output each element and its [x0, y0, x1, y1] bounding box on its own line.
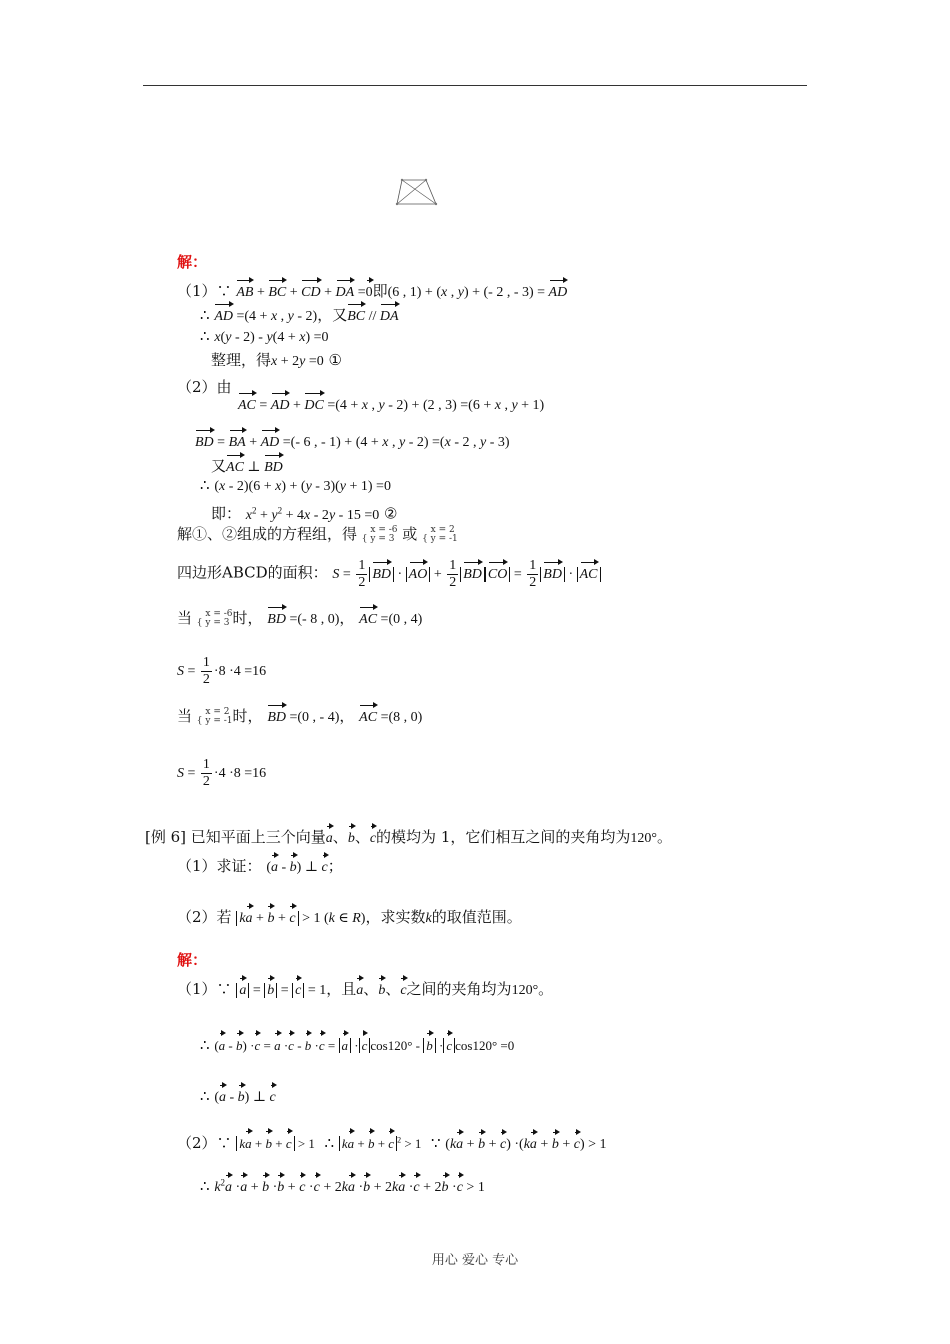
- solution-line-1: （1）∵ AB + BC + CD + DA =0即(6 , 1) + (x , y) + (- 2 , - 3) = AD: [177, 277, 567, 303]
- case1-line: 当 { x = -6 y = 3 时， BD =(- 8 , 0)， AC =(0 , 4): [177, 604, 422, 630]
- ex6-solution-line-5: ∴ $k^2a \cdot a + b \cdot b + c \cdot c + 2ka \cdot b + 2ka \cdot c + 2b \cdot c > 1$: [200, 1172, 485, 1198]
- solution-line-7: BD = BA + AD =(- 6 , - 1) + (4 + x , y - 2) =(x - 2 , y - 3): [195, 427, 510, 453]
- solution-line-8: 又AC ⊥ BD: [211, 452, 283, 478]
- case1-area: S = $\frac{1}{2}$ ·8 ·4 =16: [177, 655, 267, 687]
- ex6-solution-line-4: （2）∵ ka + b + c > 1 ∴ ka + b + c $^2$ > 1 ∵ (ka + b + c) ·(ka + b + c) > 1: [177, 1128, 607, 1155]
- case2-line: 当 { x = 2 y = -1时， BD =(0 , - 4)， AC =(8 , 0): [177, 702, 422, 728]
- solution-line-4: 整理，得x + 2y =0 ①: [211, 351, 342, 369]
- question-1: （1）求证： (a - b) ⊥ c；: [177, 852, 343, 878]
- solution-line-9: ∴ (x - 2)(6 + x) + (y - 3)(y + 1) =0: [200, 476, 391, 494]
- example-6-statement: [例 6] 已知平面上三个向量a、b、c的模均为 1，它们相互之间的夹角均为120°。: [145, 823, 672, 849]
- solution-line-2: ∴ AD =(4 + x , y - 2)，又BC // DA: [200, 301, 399, 327]
- solution-line-11: 解①、②组成的方程组，得 { x = -6 y = 3 或 { x = 2 y = -1: [177, 525, 458, 544]
- ex6-solution-line-2: ∴ (a - b) ·c = a ·c - b ·c = a · c cos120° - b · c cos120° =0: [200, 1030, 514, 1056]
- header-rule: [143, 85, 807, 86]
- solution-line-5: （2）由: [177, 378, 232, 396]
- ex6-solution-line-1: （1）∵ a = b = c = 1，且a、b、c之间的夹角均为120°。: [177, 975, 553, 1001]
- solution-heading-2: 解：: [177, 951, 208, 969]
- page-footer: 用心 爱心 专心: [431, 1253, 519, 1268]
- solution-line-3: ∴ x(y - 2) - y(4 + x) =0: [200, 327, 329, 345]
- area-line: 四边形ABCD的面积： S = $\frac{1}{2}$ BD · AO + $\frac{1}{2}$ BD CO = $\frac{1}{2}$ BD · AC: [177, 558, 601, 591]
- quadrilateral-figure: [393, 172, 441, 210]
- ex6-solution-line-3: ∴ (a - b) ⊥ c: [200, 1082, 276, 1108]
- solution-heading: 解：: [177, 253, 208, 271]
- solution-line-6: AC = AD + DC =(4 + x , y - 2) + (2 , 3) =(6 + x , y + 1): [238, 390, 544, 416]
- case2-area: S = $\frac{1}{2}$ ·4 ·8 =16: [177, 757, 267, 789]
- solution-line-10: 即： $x^2 + y^2 + 4x - 2y - 15 =0$ ②: [211, 504, 398, 523]
- question-2: （2）若 ka + b + c > 1 (k ∈ R)，求实数k的取值范围。: [177, 903, 522, 929]
